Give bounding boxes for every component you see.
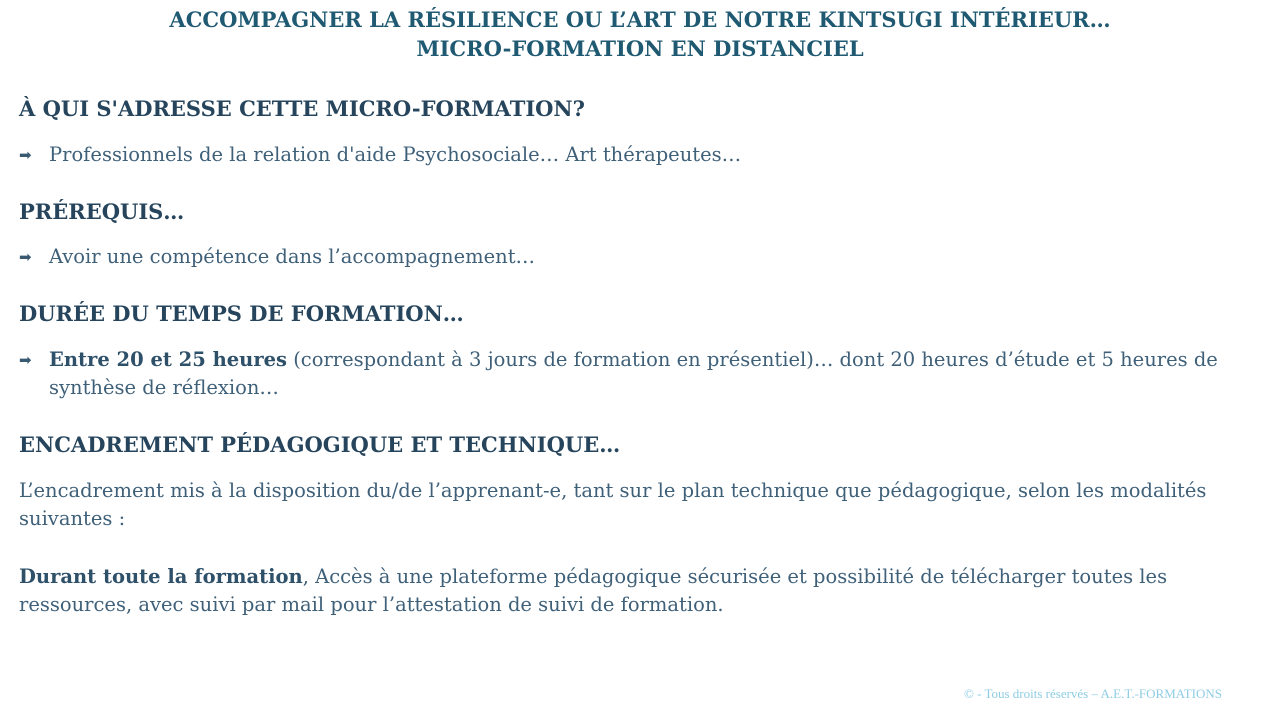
copyright-footer: © - Tous droits réservés – A.E.T.-FORMATIONS: [963, 686, 1222, 701]
title-line-1: ACCOMPAGNER LA RÉSILIENCE OU L’ART DE NOTRE KINTSUGI INTÉRIEUR…: [169, 7, 1111, 32]
bullet-audience: [19, 141, 1256, 169]
duration-details: (correspondant à 3 jours de formation en présentiel)… dont 20 heures d’étude et 5 heures de synthèse de réflexion…: [49, 348, 1218, 399]
title-line-2: MICRO-FORMATION EN DISTANCIEL: [416, 36, 864, 61]
heading-duration: DURÉE DU TEMPS DE FORMATION…: [19, 301, 464, 326]
supervision-intro: L’encadrement mis à la disposition du/de l’apprenant-e, tant sur le plan technique que pédagogique, selon les modalités suivantes :: [19, 479, 1207, 530]
arrow-right-icon: ➡: [19, 351, 32, 369]
duration-hours: Entre 20 et 25 heures: [49, 348, 287, 371]
heading-supervision: ENCADREMENT PÉDAGOGIQUE ET TECHNIQUE…: [19, 432, 621, 457]
arrow-right-icon: ➡: [19, 248, 32, 266]
page-title: [19, 0, 1261, 63]
supervision-detail: [19, 563, 1256, 619]
heading-audience: À QUI S'ADRESSE CETTE MICRO-FORMATION?: [19, 96, 585, 121]
bullet-audience-text: Professionnels de la relation d'aide Psychosociale… Art thérapeutes…: [49, 143, 742, 166]
bullet-prerequisites: [19, 243, 1256, 271]
bullet-prerequisites-text: Avoir une compétence dans l’accompagnement…: [49, 245, 536, 268]
bullet-duration-text: [49, 346, 1256, 402]
heading-prerequisites: PRÉREQUIS…: [19, 199, 185, 224]
supervision-detail-text: , Accès à une plateforme pédagogique sécurisée et possibilité de télécharger toutes les ressources, avec suivi par mail pour l’attestation de suivi de formation.: [19, 565, 1168, 616]
supervision-detail-lead: Durant toute la formation: [19, 565, 303, 588]
arrow-right-icon: ➡: [19, 146, 32, 164]
bullet-duration: [19, 346, 1256, 402]
